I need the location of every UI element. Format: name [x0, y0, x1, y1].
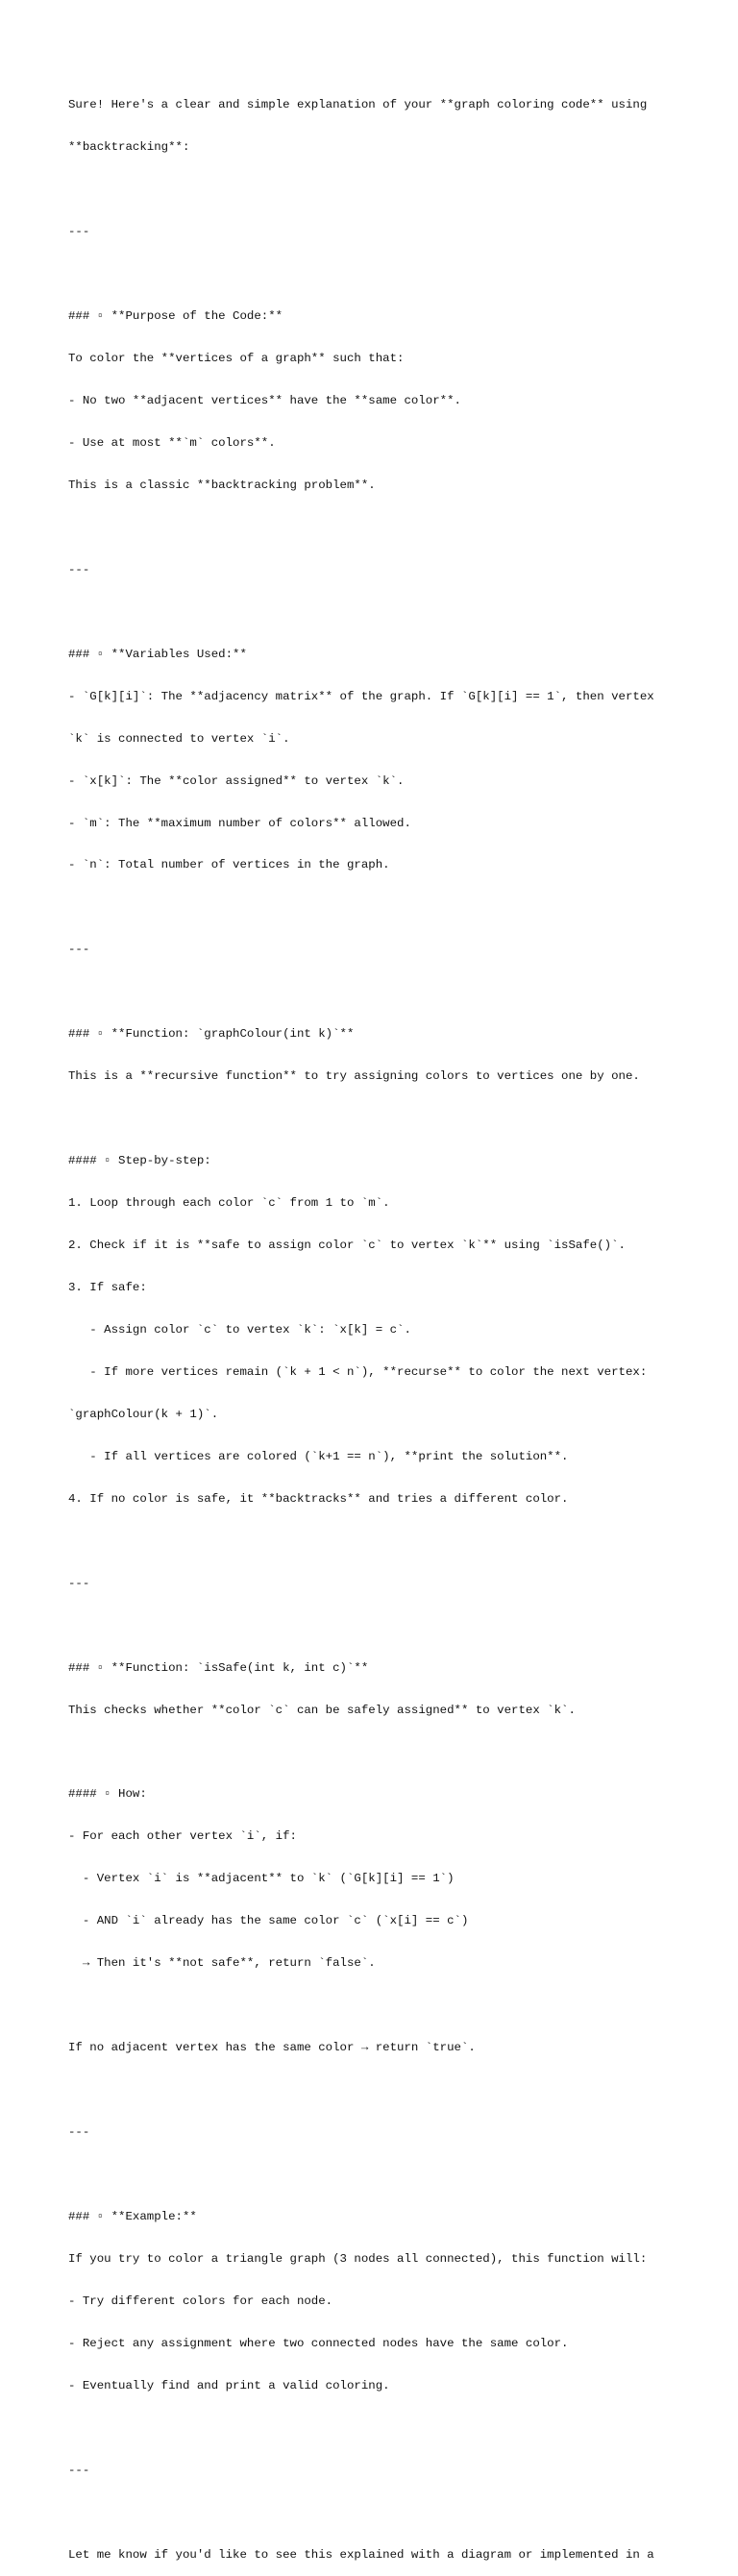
text-line — [68, 183, 722, 197]
list-item: - If all vertices are colored (`k+1 == n`), **print the solution**. — [68, 1449, 569, 1463]
section-heading: ### ▫ **Function: `isSafe(int k, int c)`** — [68, 1660, 369, 1675]
list-item: - Reject any assignment where two connected nodes have the same color. — [68, 2336, 569, 2350]
horizontal-rule-text: --- — [68, 943, 90, 957]
horizontal-rule-text: --- — [68, 2463, 90, 2477]
text-line: This is a **recursive function** to try assigning colors to vertices one by one. — [68, 1069, 640, 1084]
horizontal-rule-text: --- — [68, 1576, 90, 1590]
text-line: Sure! Here's a clear and simple explanation of your **graph coloring code** using — [68, 98, 648, 112]
text-line: `k` is connected to vertex `i`. — [68, 731, 290, 746]
text-line: If you try to color a triangle graph (3 nodes all connected), this function will: — [68, 2251, 648, 2266]
text-line: Let me know if you'd like to see this explained with a diagram or implemented in a — [68, 2547, 654, 2562]
list-item: - Use at most **`m` colors**. — [68, 435, 276, 450]
horizontal-rule-text: --- — [68, 2125, 90, 2140]
list-item: - `n`: Total number of vertices in the graph. — [68, 858, 390, 872]
text-line — [68, 900, 722, 915]
text-line: This checks whether **color `c` can be safely assigned** to vertex `k`. — [68, 1703, 576, 1717]
subsection-heading: #### ▫ How: — [68, 1787, 147, 1802]
text-line — [68, 985, 722, 999]
text-line — [68, 267, 722, 282]
list-item: 2. Check if it is **safe to assign color `c` to vertex `k`** using `isSafe()`. — [68, 1239, 626, 1253]
list-item: - AND `i` already has the same color `c` (`x[i] == c`) — [68, 1914, 469, 1928]
text-line — [68, 521, 722, 535]
list-item: - If more vertices remain (`k + 1 < n`), **recurse** to color the next vertex: — [68, 1364, 648, 1379]
subsection-heading: #### ▫ Step-by-step: — [68, 1154, 211, 1168]
list-item: - `x[k]`: The **color assigned** to vertex `k`. — [68, 773, 405, 788]
list-item: → Then it's **not safe**, return `false`. — [68, 1956, 376, 1971]
section-heading: ### ▫ **Variables Used:** — [68, 647, 247, 661]
list-item: 1. Loop through each color `c` from 1 to `m`. — [68, 1196, 390, 1211]
list-item: - No two **adjacent vertices** have the **same color**. — [68, 393, 461, 407]
list-item: 4. If no color is safe, it **backtracks** and tries a different color. — [68, 1491, 569, 1506]
text-line: **backtracking**: — [68, 140, 190, 155]
text-line — [68, 2421, 722, 2436]
text-line — [68, 605, 722, 620]
list-item: - Eventually find and print a valid coloring. — [68, 2378, 390, 2392]
text-line: `graphColour(k + 1)`. — [68, 1407, 219, 1421]
list-item: - Try different colors for each node. — [68, 2294, 333, 2308]
list-item: 3. If safe: — [68, 1281, 147, 1294]
text-line: To color the **vertices of a graph** such that: — [68, 352, 405, 366]
section-heading: ### ▫ **Purpose of the Code:** — [68, 309, 283, 324]
section-heading: ### ▫ **Example:** — [68, 2209, 197, 2223]
text-line — [68, 1999, 722, 2013]
text-line — [68, 2506, 722, 2520]
text-line — [68, 1619, 722, 1633]
document-text — [68, 70, 722, 2576]
text-line: This is a classic **backtracking problem**. — [68, 478, 376, 492]
text-line — [68, 1112, 722, 1126]
text-line — [68, 1534, 722, 1549]
horizontal-rule-text: --- — [68, 562, 90, 577]
list-item: - `G[k][i]`: The **adjacency matrix** of the graph. If `G[k][i] == 1`, then vertex — [68, 689, 654, 703]
horizontal-rule-text: --- — [68, 225, 90, 239]
text-line — [68, 2083, 722, 2098]
text-line — [68, 1745, 722, 1759]
text-line: If no adjacent vertex has the same color → return `true`. — [68, 2041, 476, 2055]
text-line — [68, 2168, 722, 2182]
section-heading: ### ▫ **Function: `graphColour(int k)`** — [68, 1027, 355, 1042]
list-item: - Assign color `c` to vertex `k`: `x[k] = c`. — [68, 1322, 411, 1337]
list-item: - For each other vertex `i`, if: — [68, 1829, 297, 1844]
list-item: - `m`: The **maximum number of colors** allowed. — [68, 816, 411, 830]
list-item: - Vertex `i` is **adjacent** to `k` (`G[k][i] == 1`) — [68, 1872, 455, 1886]
